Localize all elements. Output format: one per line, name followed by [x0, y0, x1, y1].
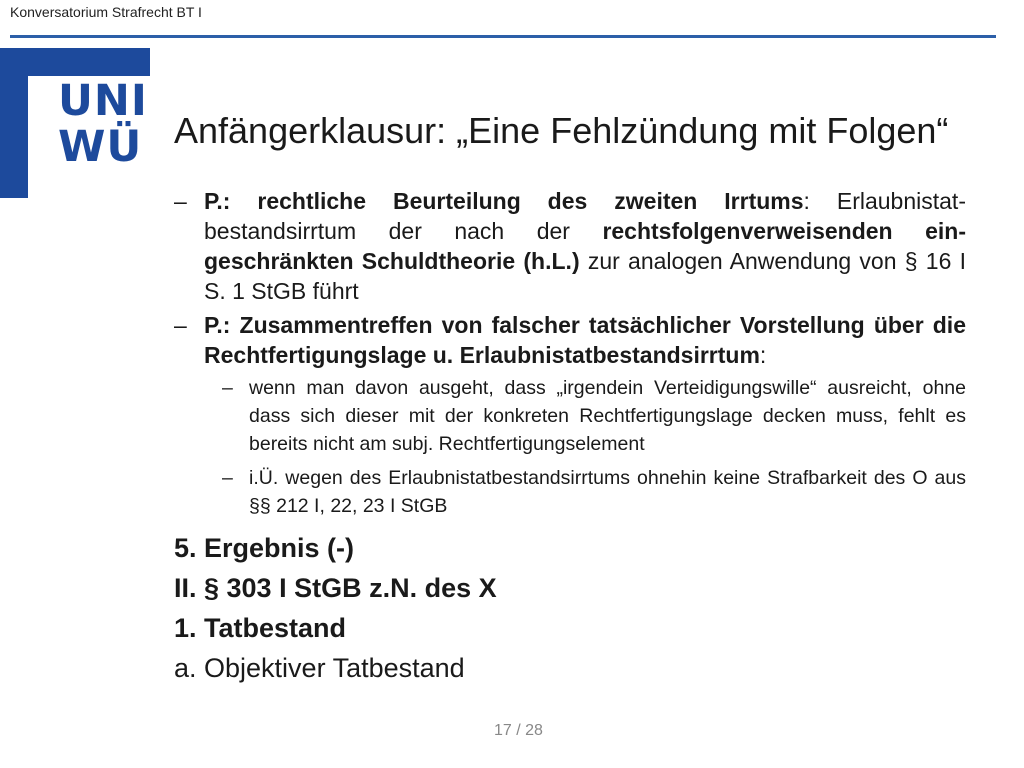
logo-wordmark	[58, 78, 148, 170]
dash-icon: –	[174, 188, 187, 214]
bullet-bold-text: rechtsfolgenverweisenden eingeschränkten Schuldtheorie (h.L.)	[204, 218, 966, 274]
course-title: Konversatorium Strafrecht BT I	[10, 4, 202, 20]
university-logo	[0, 48, 150, 198]
logo-line-2: WÜ	[58, 122, 143, 172]
dash-icon: –	[222, 467, 233, 489]
heading-objektiver-tatbestand: a. Objektiver Tatbestand	[174, 653, 465, 683]
bullet-text: :	[759, 342, 767, 368]
subbullet-verteidigungswille	[222, 374, 966, 458]
heading-tatbestand: 1. Tatbestand	[174, 613, 347, 643]
bullet-text: : Erlaubnistatbestandsirrtum der nach der	[204, 188, 966, 244]
subbullet-text: i.Ü. wegen des Erlaubnistatbestandsirrtums ohnehin keine Strafbarkeit des O aus §§ 212 I, 22, 23 I StGB	[249, 467, 966, 517]
bullet-irrtum	[174, 186, 966, 306]
bullet-bold-text: P.: rechtliche Beurteilung des zweiten Irrtums	[204, 188, 804, 214]
dash-icon: –	[222, 377, 233, 399]
subbullet-erlaubnistatbestandsirrtum	[222, 464, 966, 520]
heading-303-stgb: II. § 303 I StGB z.N. des X	[174, 573, 497, 603]
bullet-zusammentreffen	[174, 310, 966, 370]
bullet-bold-text: P.: Zusammentreffen von falscher tatsächlicher Vorstellung über die Rechtfertigungslage u. Erlaubnistatbestandsirrtum	[204, 312, 966, 368]
bullet-text: zur analogen Anwendung von § 16 I S. 1 StGB führt	[204, 248, 967, 304]
subbullet-text: wenn man davon ausgeht, dass „irgendein Verteidigungswille“ ausreicht, ohne dass sich dieser mit der konkreten Rechtfertigungslage decken muss, fehlt es bereits nicht am subj. Rechtfertigungselement	[249, 377, 966, 455]
header-divider	[10, 35, 996, 38]
page-number: 17 / 28	[494, 722, 543, 739]
slide-body	[174, 186, 966, 688]
logo-line-1: UNI	[58, 76, 148, 126]
heading-ergebnis: 5. Ergebnis (-)	[174, 533, 355, 563]
slide-title: Anfängerklausur: „Eine Fehlzündung mit Folgen“	[174, 110, 949, 151]
dash-icon: –	[174, 312, 187, 338]
